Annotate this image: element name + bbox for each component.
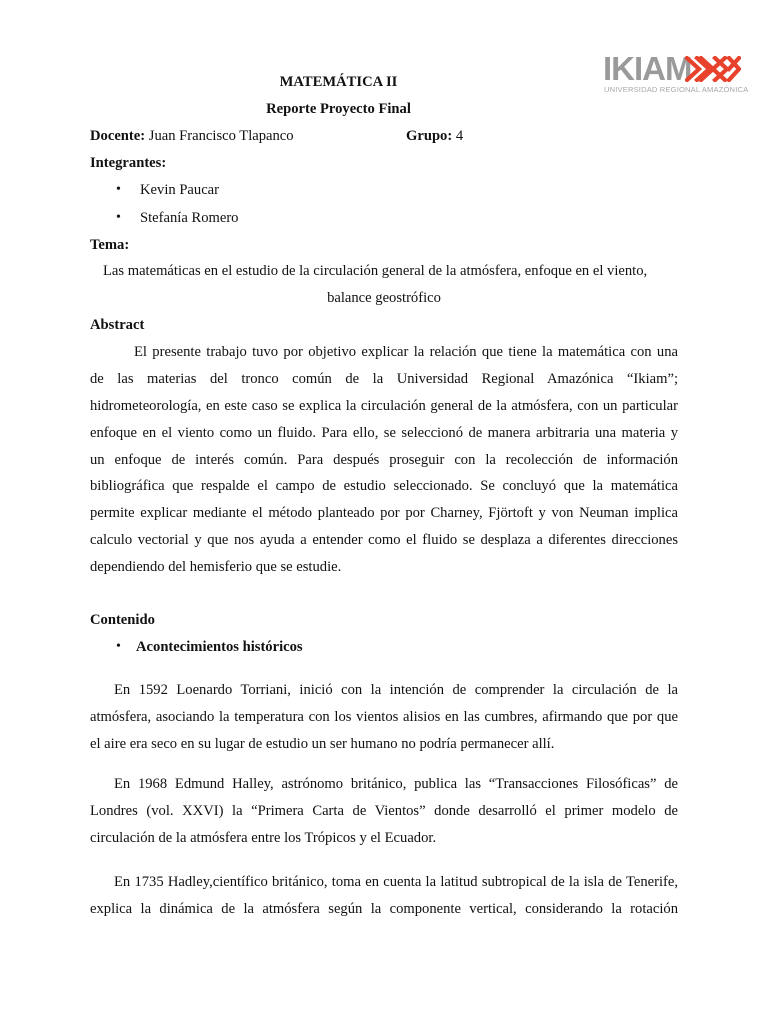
- docente-value: Juan Francisco Tlapanco: [148, 128, 294, 144]
- abstract-line: hidrometeorología, en este caso se explica la circulación general de la atmósfera, con un particular: [90, 398, 678, 414]
- tema-label: Tema:: [90, 237, 130, 253]
- abstract-line: de las materias del tronco común de la Universidad Regional Amazónica “Ikiam”;: [90, 371, 678, 387]
- logo-wordmark: IKIAM: [603, 50, 692, 87]
- bullet-icon: •: [116, 182, 121, 197]
- paragraph-line: explica la dinámica de la atmósfera según la componente vertical, considerando la rotación: [90, 901, 678, 917]
- docente-label: Docente:: [90, 128, 146, 144]
- grupo-label: Grupo:: [406, 128, 453, 144]
- contenido-subheading: Acontecimientos históricos: [136, 639, 303, 655]
- member-item: Stefanía Romero: [140, 210, 239, 226]
- paragraph-line: Londres (vol. XXVI) la “Primera Carta de Vientos” donde desarrolló el primer modelo de: [90, 803, 678, 819]
- docente-row: [90, 126, 294, 146]
- paragraph-line: En 1735 Hadley,científico británico, toma en cuenta la latitud subtropical de la isla de Tenerife,: [114, 874, 678, 890]
- paragraph-line: atmósfera, asociando la temperatura con los vientos alisios en las cumbres, afirmando que por que: [90, 709, 678, 725]
- abstract-line: bibliográfica que respalde el campo de estudio seleccionado. Se concluyó que la matemática: [90, 478, 678, 494]
- abstract-line: El presente trabajo tuvo por objetivo explicar la relación que tiene la matemática con una: [134, 344, 678, 360]
- tema-line: balance geostrófico: [327, 290, 441, 306]
- abstract-line: enfoque en el viento como un fluido. Para ello, se seleccionó de manera arbitraria una materia y: [90, 425, 678, 441]
- abstract-line: permite explicar mediante el método planteado por por Charney, Fjörtoft y von Neuman implica: [90, 505, 678, 521]
- abstract-heading: Abstract: [90, 317, 145, 333]
- bullet-icon: •: [116, 210, 121, 225]
- abstract-line: dependiendo del hemisferio que se estudie.: [90, 559, 342, 575]
- paragraph-line: En 1592 Loenardo Torriani, inició con la intención de comprender la circulación de la: [114, 682, 678, 698]
- integrantes-label: Integrantes:: [90, 155, 167, 171]
- paragraph-line: el aire era seco en su lugar de estudio un ser humano no podría permanecer allí.: [90, 736, 555, 752]
- grupo-value: 4: [455, 128, 464, 144]
- bullet-icon: •: [116, 639, 121, 654]
- logo-subtitle: UNIVERSIDAD REGIONAL AMAZÓNICA: [604, 85, 749, 94]
- logo-x-pattern-icon: [685, 56, 741, 82]
- abstract-line: un enfoque de interés común. Para después proseguir con la recolección de información: [90, 452, 678, 468]
- grupo-row: [406, 126, 463, 146]
- contenido-heading: Contenido: [90, 612, 155, 628]
- member-item: Kevin Paucar: [140, 182, 220, 198]
- paragraph-line: En 1968 Edmund Halley, astrónomo británico, publica las “Transacciones Filosóficas” de: [114, 776, 678, 792]
- document-subtitle: Reporte Proyecto Final: [266, 101, 411, 117]
- tema-line: Las matemáticas en el estudio de la circulación general de la atmósfera, enfoque en el viento,: [103, 263, 648, 279]
- document-title: MATEMÁTICA II: [279, 74, 398, 90]
- abstract-line: calculo vectorial y que nos ayuda a entender como el fluido se desplaza a diferentes direcciones: [90, 532, 678, 548]
- paragraph-line: circulación de la atmósfera entre los Trópicos y el Ecuador.: [90, 830, 437, 846]
